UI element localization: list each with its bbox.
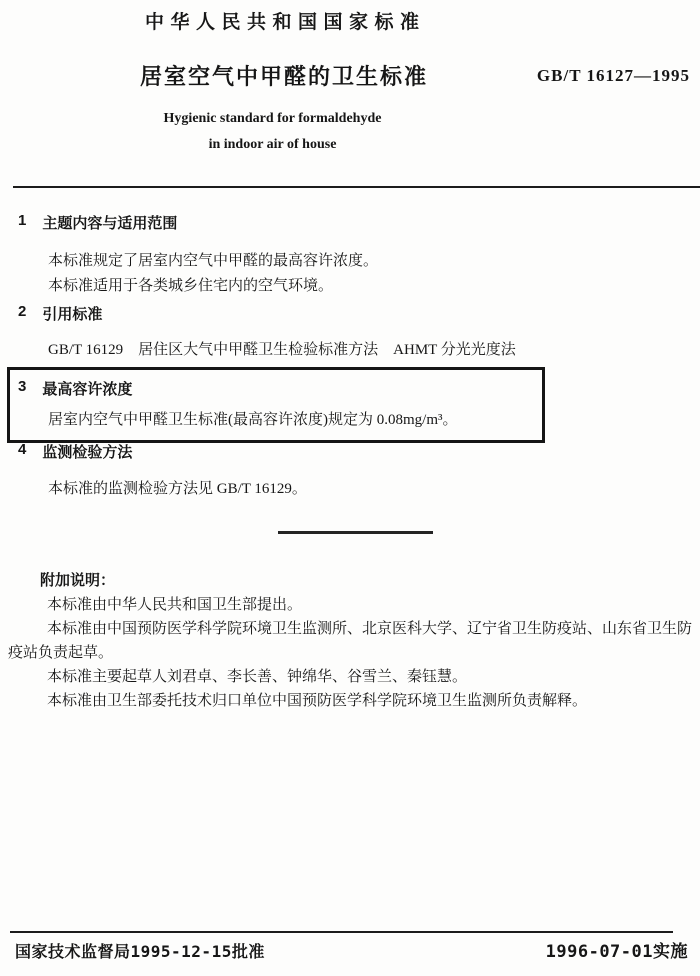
standard-number: GB/T 16127—1995 <box>536 66 690 85</box>
section-3-number: 3 <box>18 378 27 395</box>
section-4-number: 4 <box>18 441 27 458</box>
section-1-paragraph: 本标准适用于各类城乡住宅内的空气环境。 <box>48 278 334 294</box>
approval-note: 国家技术监督局1995-12-15批准 <box>15 942 265 961</box>
section-4-title: 监测检验方法 <box>42 444 133 461</box>
section-4-heading <box>18 441 132 462</box>
section-2-paragraph: GB/T 16129 居住区大气中甲醛卫生检验标准方法 AHMT 分光光度法 <box>48 342 516 358</box>
standard-kicker: 中华人民共和国国家标准 <box>145 12 426 33</box>
section-1-title: 主题内容与适用范围 <box>42 215 178 232</box>
section-2-heading <box>18 303 102 324</box>
additional-notes-item: 本标准主要起草人刘君卓、李长善、钟绵华、谷雪兰、秦钰慧。 <box>47 669 468 685</box>
highlighted-limit-box <box>7 367 545 443</box>
section-3-paragraph: 居室内空气中甲醛卫生标准(最高容许浓度)规定为 0.08mg/m³。 <box>48 412 458 428</box>
section-3-title: 最高容许浓度 <box>42 381 133 398</box>
section-end-divider <box>278 531 433 534</box>
section-4-paragraph: 本标准的监测检验方法见 GB/T 16129。 <box>48 481 307 497</box>
english-subtitle-line-2: in indoor air of house <box>208 137 337 152</box>
additional-notes-item: 本标准由中国预防医学科学院环境卫生监测所、北京医科大学、辽宁省卫生防疫站、山东省卫生防疫站负责起草。 <box>8 621 693 661</box>
english-subtitle-line-1: Hygienic standard for formaldehyde <box>163 111 382 126</box>
section-1-heading <box>18 212 177 233</box>
page-title: 居室空气中甲醛的卫生标准 <box>140 64 429 89</box>
section-2-number: 2 <box>18 303 27 320</box>
section-1-paragraph: 本标准规定了居室内空气中甲醛的最高容许浓度。 <box>48 253 379 269</box>
additional-notes-item: 本标准由卫生部委托技术归口单位中国预防医学科学院环境卫生监测所负责解释。 <box>47 693 588 709</box>
section-2-title: 引用标准 <box>42 306 103 323</box>
header-divider <box>13 186 700 188</box>
section-1-number: 1 <box>18 212 27 229</box>
additional-notes <box>8 569 692 713</box>
english-subtitle <box>0 106 545 158</box>
section-3-heading <box>18 378 542 399</box>
additional-notes-label: 附加说明： <box>40 572 116 589</box>
additional-notes-item: 本标准由中华人民共和国卫生部提出。 <box>47 597 303 613</box>
implementation-note: 1996-07-01实施 <box>545 942 688 962</box>
footer-divider <box>10 931 673 933</box>
